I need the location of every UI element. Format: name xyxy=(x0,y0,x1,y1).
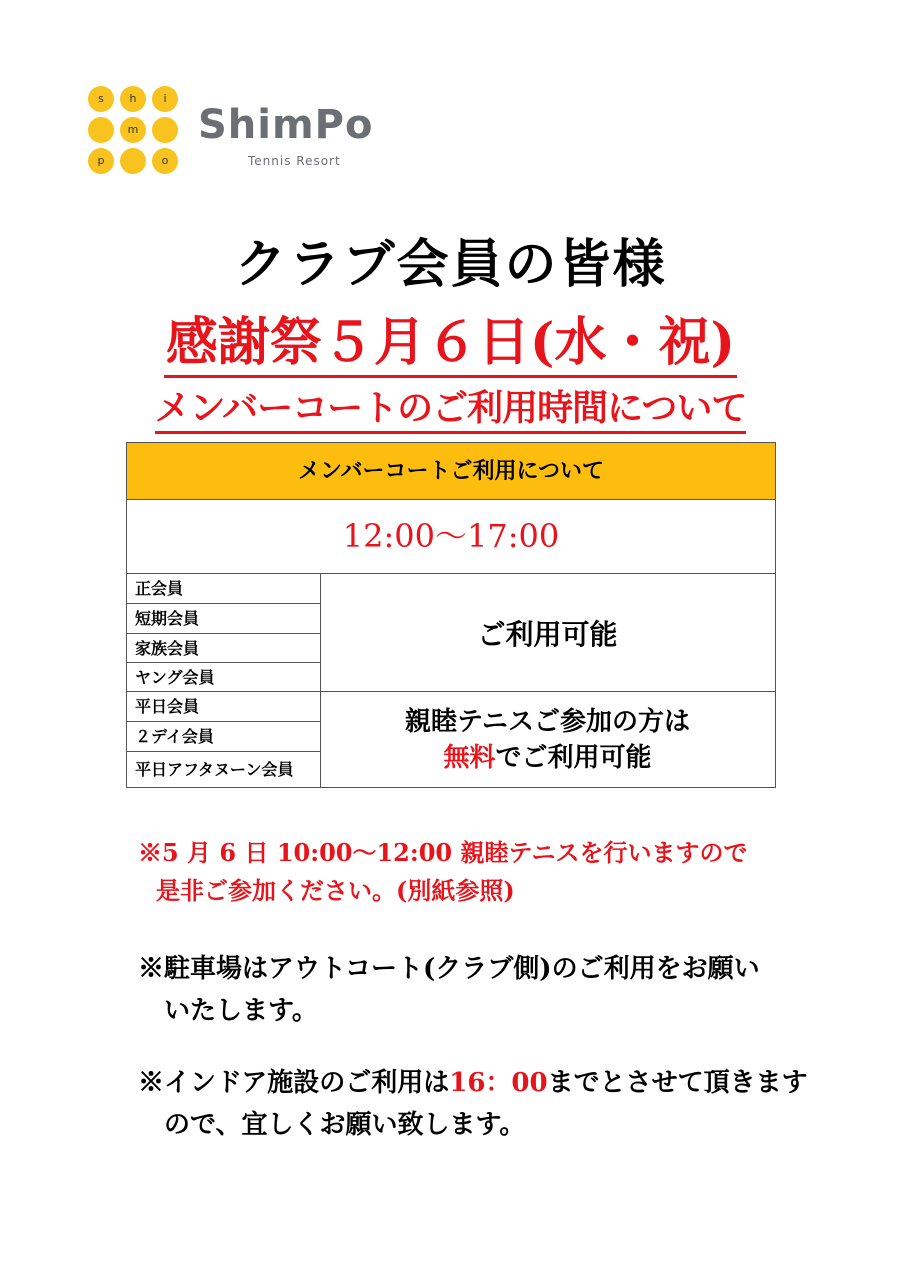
note3-time: 16：00 xyxy=(449,1068,548,1098)
note-friendship-tennis xyxy=(138,834,748,910)
member-type-label: 平日アフタヌーン会員 xyxy=(126,752,321,788)
brand-subtitle: Tennis Resort xyxy=(248,154,341,168)
logo-dot: p xyxy=(88,148,114,174)
subtitle-text: メンバーコートのご利用時間について xyxy=(155,387,747,434)
logo-dot: s xyxy=(88,86,114,112)
note3-line1 xyxy=(138,1062,808,1104)
group2-status-line2 xyxy=(320,740,775,776)
group2-status xyxy=(320,692,776,788)
member-type-label: 平日会員 xyxy=(126,692,321,722)
member-type-label: 短期会員 xyxy=(126,604,321,634)
logo-dot: h xyxy=(120,86,146,112)
logo-dot: m xyxy=(120,117,146,143)
group1-status: ご利用可能 xyxy=(320,574,776,692)
brand-name: ShimPo xyxy=(198,102,374,148)
shimpo-logo xyxy=(88,86,398,178)
event-date-heading xyxy=(0,300,901,375)
free-label: 無料 xyxy=(443,742,496,773)
note2-line1: ※駐車場はアウトコート(クラブ側)のご利用をお願い xyxy=(138,954,760,984)
logo-dot xyxy=(120,148,146,174)
group2-status-line1: 親睦テニスご参加の方は xyxy=(405,706,690,737)
logo-dot: i xyxy=(152,86,178,112)
note1-line1: ※5 月 6 日 10:00～12:00 親睦テニスを行いますので xyxy=(138,838,748,867)
subtitle-heading xyxy=(0,380,901,431)
note3-line2: ので、宜しくお願い致します。 xyxy=(164,1110,526,1140)
note2-line2: いたします。 xyxy=(164,996,318,1026)
page-title: クラブ会員の皆様 xyxy=(234,234,667,295)
group2-status-rest: でご利用可能 xyxy=(495,742,652,773)
note3-pre: ※インドア施設のご利用は xyxy=(138,1068,450,1098)
note-indoor-facility xyxy=(138,1062,808,1146)
usage-time: 12:00～17:00 xyxy=(126,499,776,574)
table-header: メンバーコートご利用について xyxy=(126,442,776,500)
note-parking xyxy=(138,948,760,1032)
member-type-label: 正会員 xyxy=(126,574,321,604)
member-type-label: ２デイ会員 xyxy=(126,722,321,752)
logo-dot xyxy=(152,117,178,143)
logo-dot xyxy=(88,117,114,143)
logo-dot: o xyxy=(152,148,178,174)
member-type-label: ヤング会員 xyxy=(126,663,321,692)
event-date-text: 感謝祭５月６日(水・祝) xyxy=(164,312,737,378)
usage-table xyxy=(126,442,776,788)
note3-post: までとさせて頂きます xyxy=(547,1068,808,1098)
note1-line2: 是非ご参加ください。(別紙参照) xyxy=(156,876,515,905)
member-type-label: 家族会員 xyxy=(126,634,321,663)
